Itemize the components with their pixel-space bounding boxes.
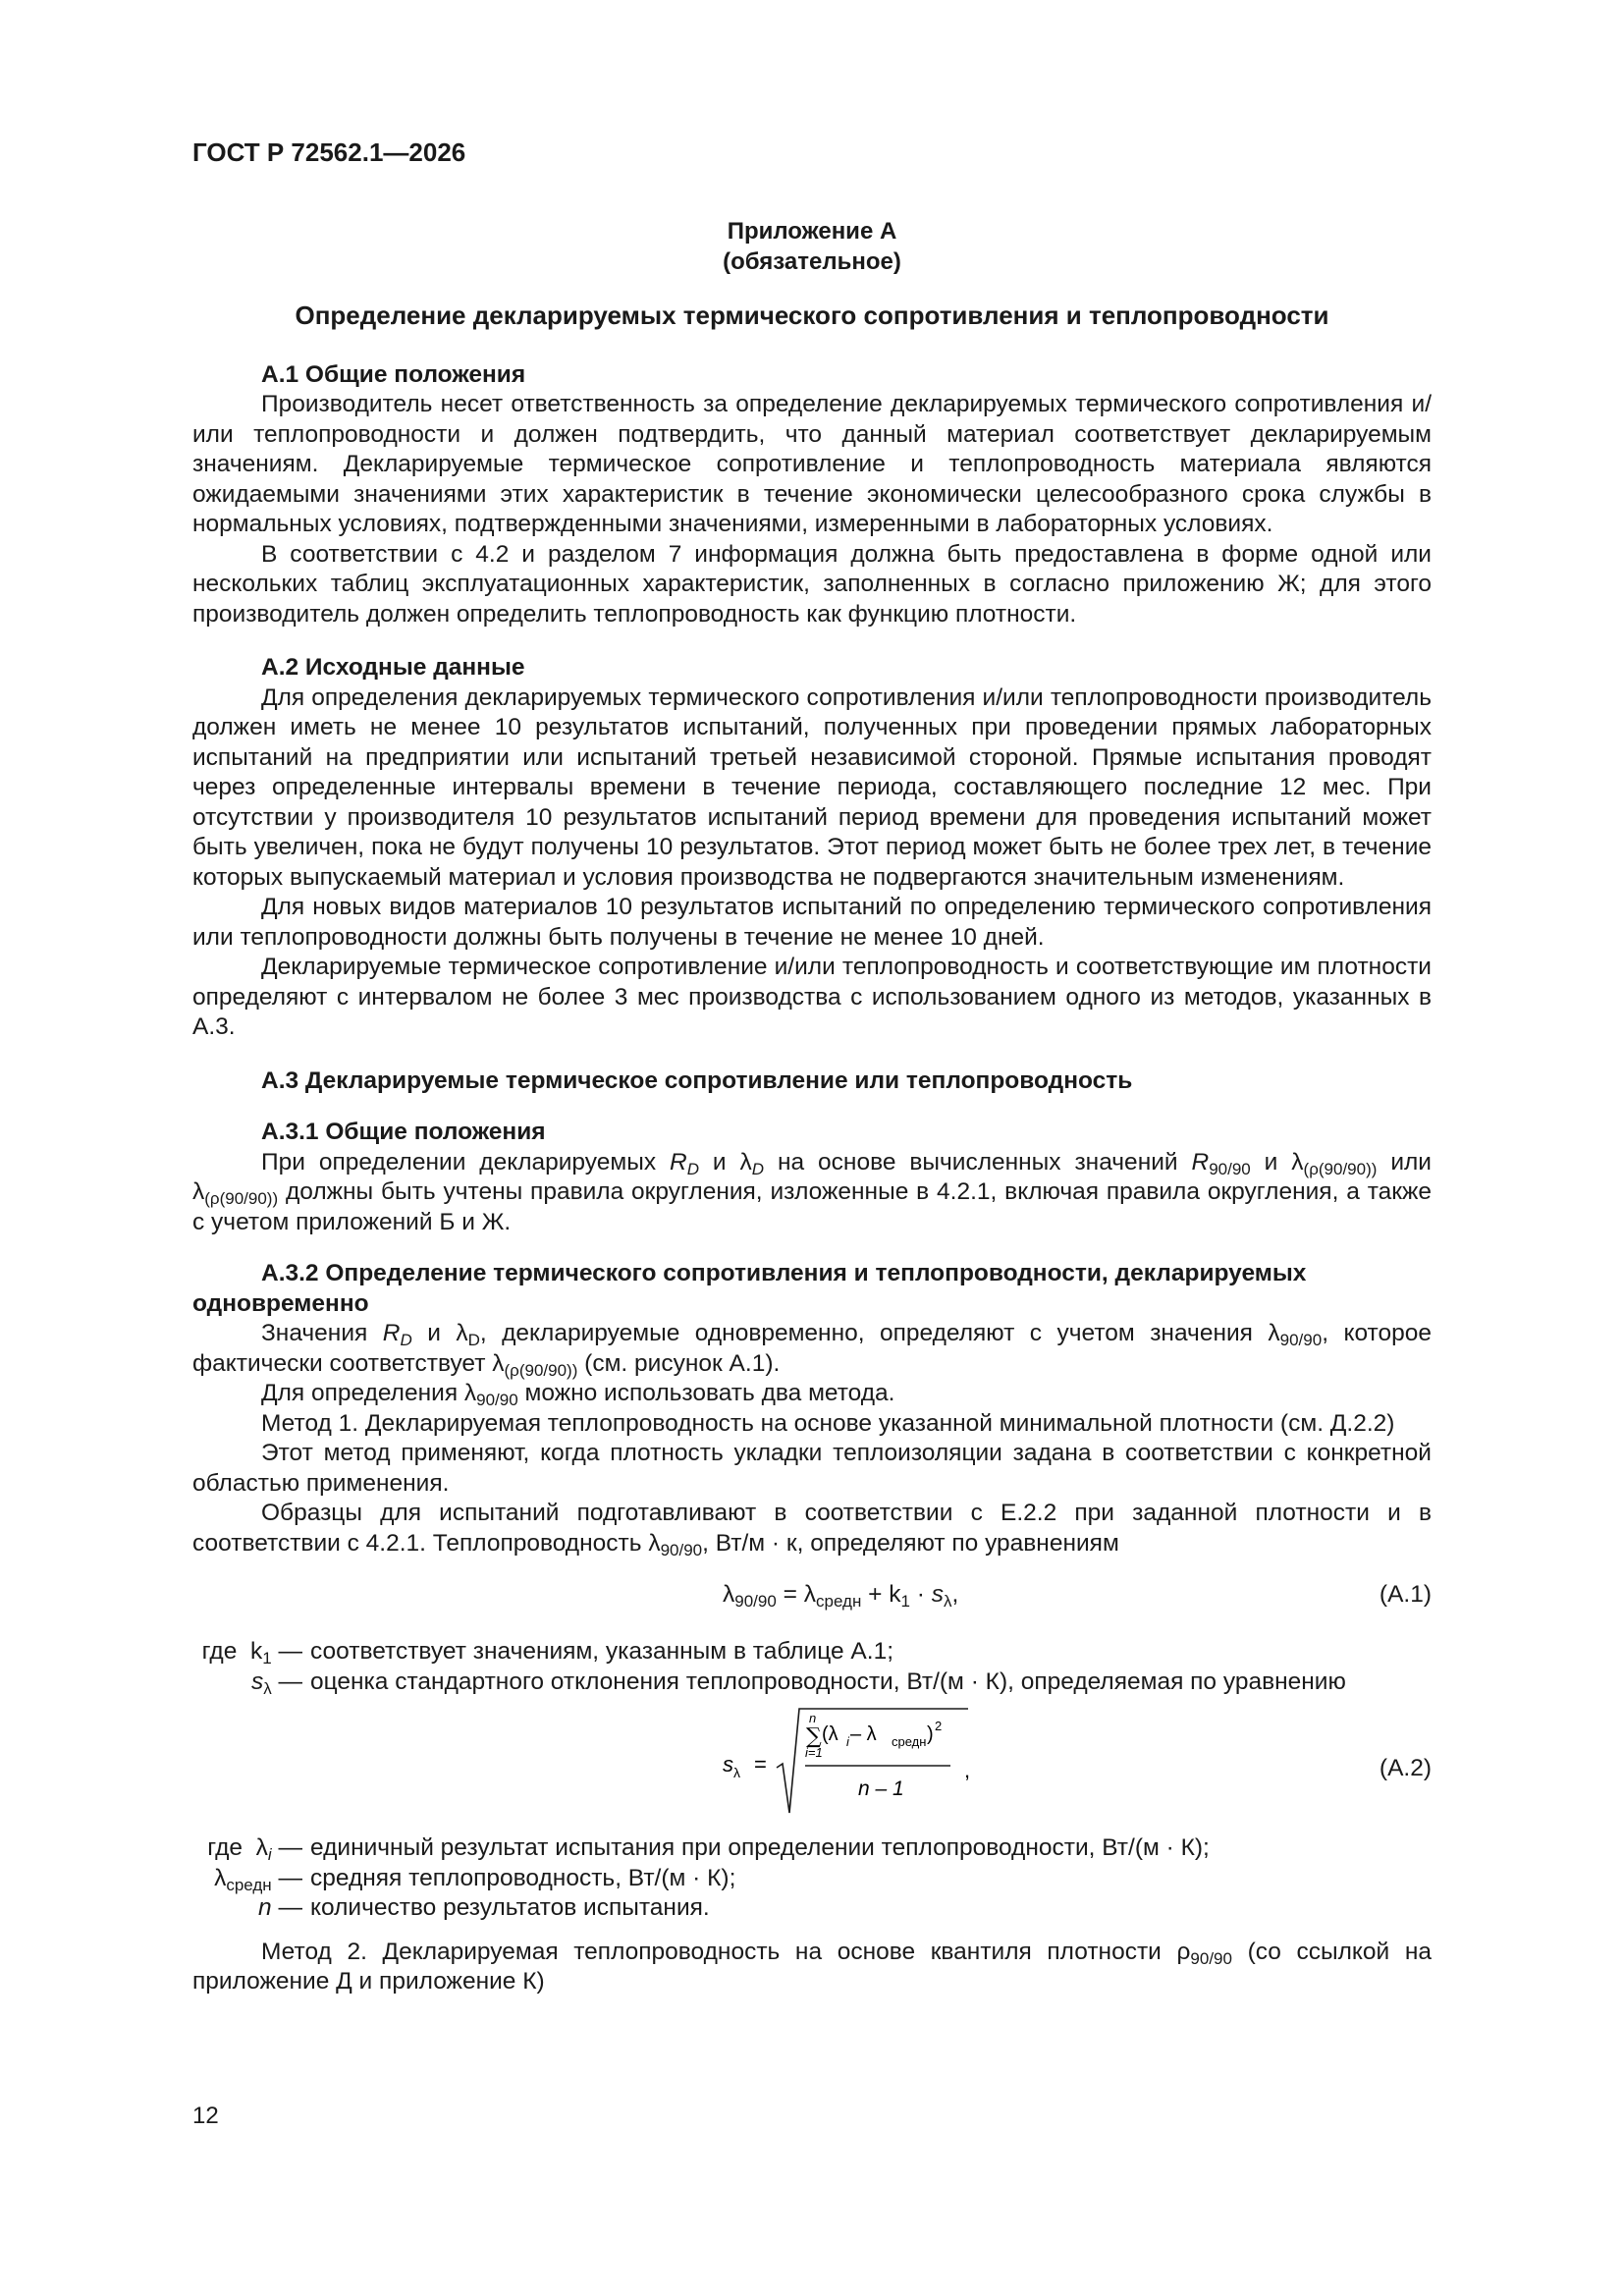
- formula-a2-power: 2: [935, 1719, 943, 1733]
- formula-a1-legend: [192, 1637, 1432, 1697]
- formula-a2-num-i: i: [846, 1734, 849, 1749]
- formula-a1: [192, 1568, 1432, 1625]
- section-a2-paragraph: Для определения декларируемых термического сопротивления и/или теплопроводности производитель должен иметь не менее 10 результатов испытаний, полученных при проведении прямых лабораторных испытаний на предприятии или испытаний третьей независимой стороной. Прямые испытания проводят через определенные интервалы времени в течение периода, составляющего последние 12 мес. При отсутствии у производителя 10 результатов испытаний период времени для проведения испытаний может быть увеличен, пока не будут получены 10 результатов. Этот период может быть не более трех лет, в течение которых выпускаемый материал и условия производства не подвергаются значительным изменениям.: [192, 683, 1432, 891]
- section-a32-paragraph: Для определения $\lambda_{90/90}$ можно использовать два метода.: [261, 1380, 895, 1409]
- formula-a2-denominator: n – 1: [858, 1777, 904, 1800]
- formula-a2-comma: ,: [964, 1758, 971, 1782]
- section-a32-paragraph: Значения $R_D$ и $\lambda_D$, декларируемые одновременно, определяют с учетом значения $\lambda_{90/90}$, которое фактически соответствует $\lambda_{(\rho(90/90))}$ (см. рисунок А.1).: [192, 1320, 1432, 1380]
- document-code: ГОСТ Р 72562.1—2026: [192, 137, 466, 167]
- legend-row-s-lambda: $s_\lambda$ — оценка стандартного отклонения теплопроводности, Вт/(м · К), определяемая по уравнению: [250, 1667, 1346, 1698]
- formula-a1-number: (А.1): [1379, 1581, 1432, 1608]
- appendix-title: Определение декларируемых термического сопротивления и теплопроводности: [295, 301, 1329, 330]
- document-page: [192, 137, 1432, 1997]
- formula-a2-eq: =: [754, 1752, 767, 1777]
- formula-a2-lhs: s: [723, 1752, 733, 1777]
- legend-row-lambda-i: где $\lambda_i$ — единичный результат испытания при определении теплопроводности, Вт/(м · К);: [207, 1834, 1210, 1864]
- section-a2-heading: А.2 Исходные данные: [261, 654, 525, 681]
- formula-a2-num-open: (λ: [822, 1723, 839, 1745]
- section-a1-paragraph: Производитель несет ответственность за определение декларируемых термического сопротивления и/или теплопроводности и должен подтвердить, что данный материал соответствует декларируемым значениям. Декларируемые термическое сопротивление и теплопроводность материала являются ожидаемыми значениями этих характеристик в течение экономически целесообразного срока службы в нормальных условиях, подтвержденными значениями, измеренными в лабораторных условиях.: [192, 391, 1432, 537]
- legend-row-k1: где $k_1$ — соответствует значениям, указанным в таблице А.1;: [201, 1638, 894, 1667]
- formula-a2-graphic: [723, 1703, 978, 1826]
- legend-row-n: n — количество результатов испытания.: [258, 1894, 710, 1921]
- section-a2-paragraph: Для новых видов материалов 10 результатов испытаний по определению термического сопротивления или теплопроводности должны быть получены в течение не менее 10 дней.: [192, 894, 1432, 951]
- formula-a2-num-sredn: средн: [892, 1734, 927, 1749]
- method-1-title: Метод 1. Декларируемая теплопроводность на основе указанной минимальной плотности (см. Д.2.2): [261, 1409, 1395, 1437]
- formula-a2-num-mid: – λ: [850, 1723, 877, 1745]
- section-a3-heading: А.3 Декларируемые термическое сопротивление или теплопроводность: [261, 1066, 1133, 1094]
- samples-paragraph: Образцы для испытаний подготавливают в соответствии с Е.2.2 при заданной плотности и в соответствии с 4.2.1. Теплопроводность $\lambda_{90/90}$, Вт/м · к, определяют по уравнениям: [192, 1500, 1432, 1559]
- method-1-paragraph: Этот метод применяют, когда плотность укладки теплоизоляции задана в соответствии с конкретной областью применения.: [192, 1440, 1432, 1497]
- formula-a2-num-close: ): [927, 1723, 934, 1745]
- appendix-label: Приложение А: [727, 218, 897, 245]
- appendix-status: (обязательное): [723, 248, 901, 275]
- formula-a2-number: (А.2): [1379, 1755, 1432, 1781]
- sum-sign: ∑: [806, 1724, 822, 1749]
- formula-a1-body: $\lambda_{90/90} = \lambda_{средн} + k_1 \cdot s_\lambda$,: [723, 1581, 959, 1611]
- section-a31-heading: А.3.1 Общие положения: [261, 1119, 546, 1145]
- legend-row-lambda-sredn: $\lambda_{средн}$ — средняя теплопроводность, Вт/(м · К);: [214, 1864, 736, 1894]
- sum-lower-limit: i=1: [805, 1745, 823, 1760]
- sum-upper-limit: n: [809, 1711, 817, 1725]
- section-a2-paragraph: Декларируемые термическое сопротивление и/или теплопроводность и соответствующие им плотности определяют с интервалом не более 3 мес производства с использованием одного из методов, указанных в А.3.: [192, 954, 1432, 1040]
- formula-a2: [192, 1703, 1432, 1826]
- section-a1-paragraph: В соответствии с 4.2 и разделом 7 информация должна быть предоставлена в форме одной или нескольких таблиц эксплуатационных характеристик, заполненных в согласно приложению Ж; для этого производитель должен определить теплопроводность как функцию плотности.: [192, 540, 1432, 628]
- section-a31-paragraph: При определении декларируемых $R_D$ и $\lambda_D$ на основе вычисленных значений $R_{90/90}$ и $\lambda_{(\rho(90/90))}$ или $\lambda_{(\rho(90/90))}$ должны быть учтены правила округления, изложенные в 4.2.1, включая правила округления, а также с учетом приложений Б и Ж.: [192, 1148, 1432, 1235]
- section-a1-heading: А.1 Общие положения: [261, 360, 526, 388]
- formula-a2-lhs-sub: λ: [733, 1765, 740, 1780]
- section-a32-heading: А.3.2 Определение термического сопротивления и теплопроводности, декларируемых одновременно: [192, 1260, 1307, 1317]
- formula-a2-legend: [192, 1833, 1432, 1924]
- page-number: 12: [192, 2103, 219, 2129]
- method-2-title: Метод 2. Декларируемая теплопроводность на основе квантиля плотности $\rho_{90/90}$ (со ссылкой на приложение Д и приложение К): [192, 1938, 1432, 1995]
